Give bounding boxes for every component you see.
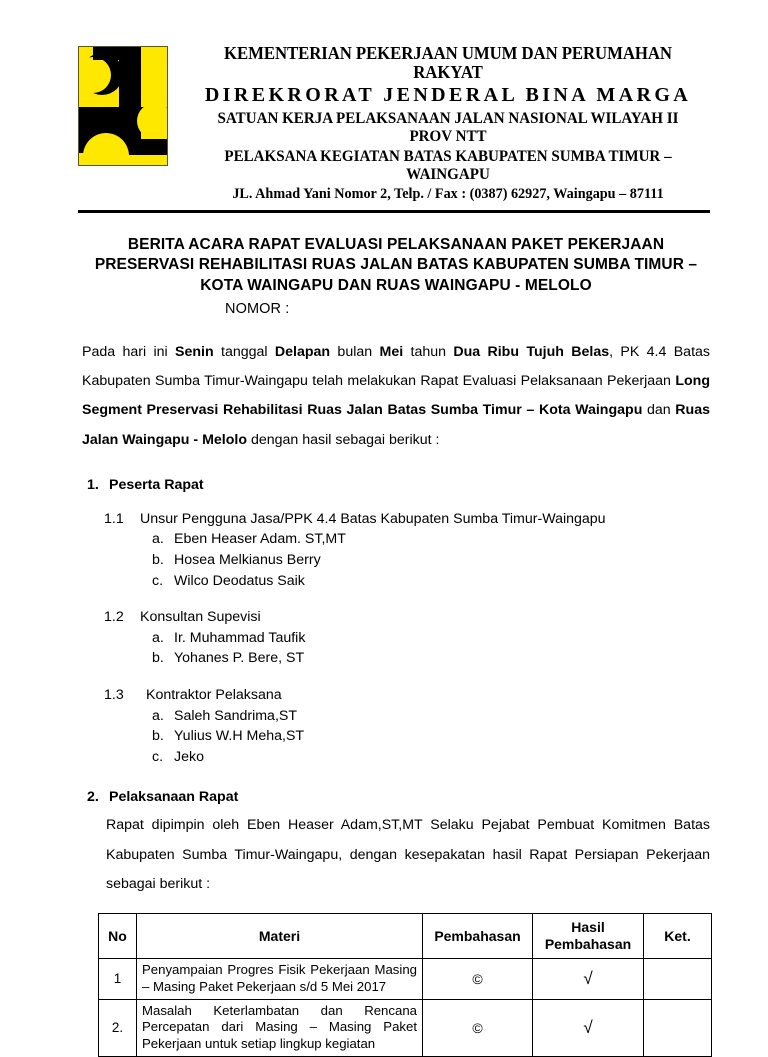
ministry-name: KEMENTERIAN PEKERJAAN UMUM DAN PERUMAHAN RAKYAT (224, 43, 672, 82)
section1-title: Peserta Rapat (109, 476, 204, 493)
intro-text-5: , PK 4.4 Batas Kabupaten Sumba Timur-Waingapu telah melakukan Rapat Evaluasi Pelaksanaan Pekerjaan (82, 343, 711, 389)
item-text: Yulius W.H Meha,ST (174, 728, 305, 745)
section1-number: 1. (87, 476, 99, 493)
list-item (82, 550, 710, 571)
subsection-1-1-title: Unsur Pengguna Jasa/PPK 4.4 Batas Kabupaten Sumba Timur-Waingapu (140, 510, 606, 527)
intro-text-7: dengan hasil sebagai berikut : (247, 431, 440, 448)
list-item (82, 571, 710, 592)
intro-project-1: Long Segment Preservasi Rehabilitasi Ruas Jalan Batas Sumba Timur – Kota Waingapu (82, 373, 710, 419)
intro-project-2: Ruas Jalan Waingapu - Melolo (82, 402, 710, 448)
cell-hasil: √ (533, 999, 644, 1057)
logo-shape-bar-bottom (127, 139, 168, 155)
item-letter: c. (152, 572, 164, 589)
intro-date: Delapan (274, 343, 331, 360)
cell-hasil: √ (533, 958, 644, 999)
subsection-1-3 (82, 685, 710, 767)
subsection-1-2-heading (82, 607, 710, 628)
item-text: Hosea Melkianus Berry (174, 551, 321, 568)
column-header-ket: Ket. (644, 914, 712, 959)
letterhead-divider (78, 210, 710, 213)
intro-text-4: tahun (403, 343, 454, 360)
cell-ket (644, 999, 712, 1057)
item-text: Wilco Deodatus Saik (174, 572, 305, 589)
logo-shape-disc-bottom-right (137, 103, 168, 139)
intro-year: Dua Ribu Tujuh Belas (453, 343, 610, 360)
table-header-row (99, 914, 712, 959)
table-row (99, 958, 712, 999)
section-peserta-rapat (82, 477, 710, 768)
nomor-label: NOMOR : (225, 301, 290, 318)
item-text: Jeko (174, 748, 204, 765)
item-text: Saleh Sandrima,ST (174, 707, 298, 724)
column-header-no: No (99, 914, 137, 959)
intro-day: Senin (175, 343, 214, 360)
list-item (82, 529, 710, 550)
item-letter: c. (152, 748, 164, 765)
cell-materi: Penyampaian Progres Fisik Pekerjaan Masing – Masing Paket Pekerjaan s/d 5 Mei 2017 (137, 958, 423, 999)
subsection-1-3-title: Kontraktor Pelaksana (146, 686, 282, 703)
item-text: Yohanes P. Bere, ST (174, 650, 305, 667)
column-header-hasil-pembahasan (533, 914, 644, 959)
results-table-wrapper (98, 913, 710, 1057)
item-letter: b. (152, 728, 164, 745)
office-address: JL. Ahmad Yani Nomor 2, Telp. / Fax : (0387) 62927, Waingapu – 87111 (232, 186, 664, 203)
item-letter: a. (152, 707, 164, 724)
list-item (82, 706, 710, 727)
cell-no: 1 (99, 958, 137, 999)
list-item (82, 628, 710, 649)
column-header-pembahasan: Pembahasan (423, 914, 533, 959)
subsection-1-1-heading (82, 509, 710, 530)
work-unit-name: SATUAN KERJA PELAKSANAAN JALAN NASIONAL WILAYAH II PROV NTT (217, 109, 679, 145)
activity-unit-name: PELAKSANA KEGIATAN BATAS KABUPATEN SUMBA TIMUR – WAINGAPU (224, 147, 672, 183)
intro-paragraph (82, 338, 710, 455)
column-header-hasil-line1: Hasil (571, 919, 605, 936)
document-body (82, 338, 710, 899)
subsection-1-3-heading (82, 685, 710, 706)
section2-number: 2. (87, 789, 99, 806)
item-text: Ir. Muhammad Taufik (174, 629, 306, 646)
list-item (82, 747, 710, 768)
intro-text-3: bulan (330, 343, 380, 360)
subsection-1-3-number: 1.3 (104, 686, 124, 703)
item-letter: b. (152, 650, 164, 667)
table-row (99, 999, 712, 1057)
column-header-hasil-line2: Pembahasan (544, 936, 632, 953)
item-letter: a. (152, 629, 164, 646)
document-title-block (82, 235, 710, 320)
section2-title: Pelaksanaan Rapat (109, 789, 239, 806)
section1-heading (82, 477, 710, 493)
column-header-materi: Materi (137, 914, 423, 959)
subsection-1-2-number: 1.2 (104, 609, 124, 626)
cell-materi: Masalah Keterlambatan dan Rencana Percepatan dari Masing – Masing Paket Pekerjaan untuk setiap lingkup kegiatan (137, 999, 423, 1057)
cell-no: 2. (99, 999, 137, 1057)
subsection-1-2-title: Konsultan Supevisi (140, 609, 261, 626)
item-letter: a. (152, 531, 164, 548)
section-pelaksanaan-rapat (82, 789, 710, 899)
letterhead-text (168, 44, 710, 203)
item-text: Eben Heaser Adam. ST,MT (174, 531, 346, 548)
section2-paragraph: Rapat dipimpin oleh Eben Heaser Adam,ST,MT Selaku Pejabat Pembuat Komitmen Batas Kabupaten Sumba Timur-Waingapu, dengan kesepakatan hasil Rapat Persiapan Pekerjaan sebagai berikut : (106, 817, 710, 892)
intro-month: Mei (379, 343, 404, 360)
list-item (82, 648, 710, 669)
letterhead (0, 0, 768, 203)
list-item (82, 726, 710, 747)
page-title: BERITA ACARA RAPAT EVALUASI PELAKSANAAN PAKET PEKERJAAN PRESERVASI REHABILITASI RUAS JALAN BATAS KABUPATEN SUMBA TIMUR – KOTA WAINGAPU DAN RUAS WAINGAPU - MELOLO (94, 235, 698, 294)
subsection-1-1-number: 1.1 (104, 510, 124, 527)
subsection-1-2 (82, 607, 710, 669)
cell-pembahasan: © (423, 958, 533, 999)
bina-marga-logo-icon (78, 46, 168, 166)
subsection-1-1 (82, 509, 710, 591)
section2-heading (82, 789, 710, 805)
results-table (98, 913, 712, 1057)
intro-text-2: tanggal (213, 343, 275, 360)
cell-pembahasan: © (423, 999, 533, 1057)
cell-ket (644, 958, 712, 999)
item-letter: b. (152, 551, 164, 568)
directorate-name: DIREKRORAT JENDERAL BINA MARGA (204, 83, 692, 106)
intro-text-1: Pada hari ini (82, 343, 176, 360)
intro-text-6: dan (642, 402, 676, 419)
